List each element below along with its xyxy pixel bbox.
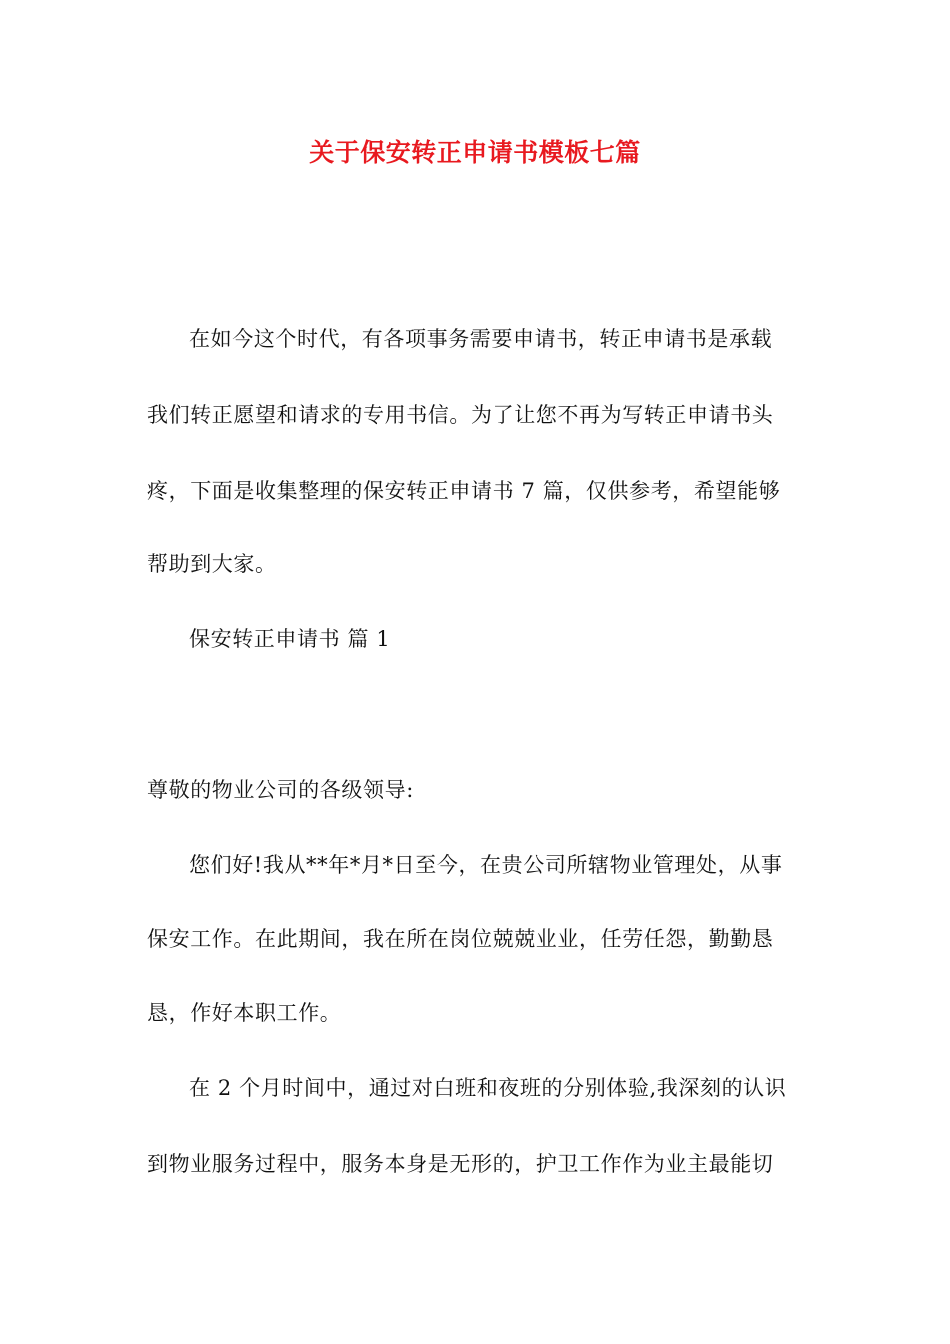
salutation: 尊敬的物业公司的各级领导: [147, 778, 414, 802]
intro-line-4: 帮助到大家。 [147, 552, 277, 576]
intro-line-2: 我们转正愿望和请求的专用书信。为了让您不再为写转正申请书头 [147, 403, 774, 427]
intro-line-1: 在如今这个时代，有各项事务需要申请书，转正申请书是承载 [189, 327, 773, 351]
body-line-2: 保安工作。在此期间，我在所在岗位兢兢业业，任劳任怨，勤勤恳 [147, 927, 774, 951]
document-title: 关于保安转正申请书模板七篇 [309, 138, 641, 167]
intro-line-3: 疼，下面是收集整理的保安转正申请书 7 篇，仅供参考，希望能够 [147, 479, 781, 503]
body-line-5: 到物业服务过程中，服务本身是无形的，护卫工作作为业主最能切 [147, 1152, 774, 1176]
body-line-1: 您们好!我从**年*月*日至今，在贵公司所辖物业管理处，从事 [189, 853, 783, 877]
body-line-4: 在 2 个月时间中，通过对白班和夜班的分别体验,我深刻的认识 [189, 1076, 787, 1100]
body-line-3: 恳，作好本职工作。 [147, 1001, 342, 1025]
section-heading: 保安转正申请书 篇 1 [189, 627, 391, 651]
